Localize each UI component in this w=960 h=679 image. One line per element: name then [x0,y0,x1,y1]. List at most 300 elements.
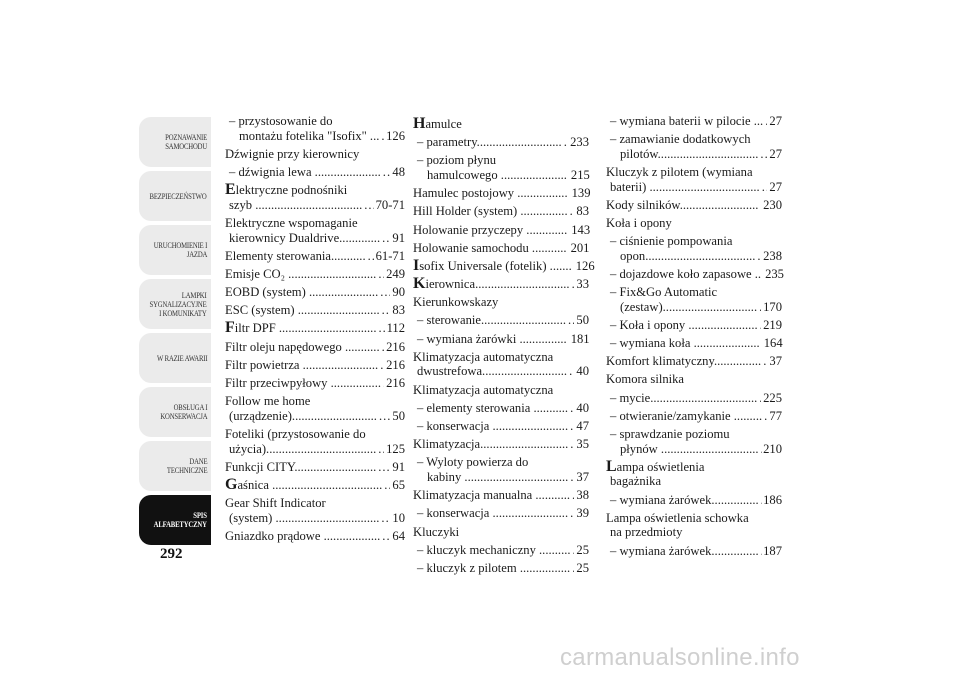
page-ref: 125 [386,441,405,456]
index-entry [413,135,589,150]
entry-heading [606,372,782,387]
page-ref: 139 [571,186,591,201]
entry-label: ampa oświetlenia [616,459,705,474]
index-entry [413,561,589,576]
index-entry [413,204,589,219]
dot-leader [570,419,574,434]
entry-label: Dźwignie przy kierownicy [225,146,360,161]
index-entry-line [606,249,782,264]
index-entry-line [225,475,405,493]
entry-label: (system) ................................. [229,510,380,525]
page-ref: 90 [392,285,405,300]
index-entry [225,114,405,143]
dot-leader [568,313,574,328]
index-entry [413,350,589,379]
dot-leader [759,391,761,406]
index-entry [606,114,782,129]
index-entry [606,457,782,489]
page-ref: 27 [769,146,782,161]
index-entry-line [606,267,782,282]
index-entry-line [225,303,405,318]
index-entry-line [225,529,405,544]
page-ref: 225 [763,390,782,405]
index-entry [413,455,589,484]
index-entry-line [225,231,405,246]
tab-spis-alfabetyczny[interactable]: SPIS ALFABETYCZNY [139,495,211,545]
entry-initial: E [225,181,236,199]
index-entry [225,529,405,544]
entry-label: – przystosowanie do [229,114,333,128]
index-entry-line [413,313,589,328]
index-entry-line [225,358,405,373]
index-entry-line [413,332,589,347]
entry-label: – mycie.................................. [610,390,758,405]
entry-label: – kluczyk z pilotem ................ [417,560,571,575]
index-entry [225,358,405,373]
entry-initial: F [225,319,235,337]
entry-text [417,561,570,576]
index-entry-line [225,376,405,391]
entry-text [620,249,755,264]
entry-label: pilotów................................ [620,146,759,161]
page-ref: 91 [392,230,405,245]
entry-label: – wymiana baterii w pilocie ... [610,114,764,128]
entry-text [413,256,572,274]
entry-label: – wymiana żarówek............... [610,543,759,558]
entry-label: Kluczyki [413,524,460,539]
entry-heading [413,295,589,310]
page-ref: 230 [763,197,782,212]
entry-label: iltr DPF ............................... [234,321,377,336]
entry-heading [413,455,589,470]
dot-leader [572,277,575,292]
index-entry-line [225,340,405,355]
page-ref: 83 [576,204,589,219]
page-ref: 233 [570,135,589,150]
entry-label: Kody silników......................... [606,197,759,212]
entry-label: Klimatyzacja automatyczna [413,349,554,364]
entry-text [417,313,566,328]
dot-leader [570,437,574,452]
index-entry [225,303,405,318]
page-ref: 215 [570,167,590,182]
index-entry [413,401,589,416]
dot-leader [384,478,390,493]
dot-leader [380,358,384,373]
tab-bezpieczenstwo[interactable]: BEZPIECZEŃSTWO [139,171,211,221]
entry-label: – elementy sterowania ........... [417,400,569,415]
entry-label: szyb .................................. [229,197,363,212]
index-entry-line [413,488,589,503]
entry-initial: L [606,457,617,475]
entry-text [417,506,568,521]
entry-text [225,460,376,475]
page-ref: 186 [763,492,782,507]
page-ref: 112 [386,321,405,336]
entry-label: – wymiana koła ..................... [610,336,760,351]
index-entry-line [413,256,595,274]
entry-label: Lampa oświetlenia schowka [606,510,749,525]
index-entry [413,488,589,503]
index-entry-line [225,267,405,282]
index-entry-line [606,114,782,129]
index-entry-line [413,168,589,183]
dot-leader [378,442,384,457]
index-entry [606,511,782,540]
dot-leader [381,129,384,144]
entry-text [620,147,758,162]
entry-label: Komora silnika [606,372,684,387]
entry-text [225,340,380,355]
entry-text [229,231,380,246]
dot-leader [570,401,574,416]
entry-heading [413,350,589,365]
index-entry [413,437,589,452]
entry-text [417,543,571,558]
entry-text [225,376,381,391]
index-entry-line [225,409,405,424]
dot-leader [764,409,767,424]
index-entry-line [606,180,782,195]
index-entry-line [606,336,782,351]
entry-text [610,544,759,559]
entry-initial: H [413,115,426,132]
index-entry [225,394,405,423]
dot-leader [364,198,373,213]
page-ref: 61-71 [375,248,405,263]
index-entry [225,376,405,391]
entry-label: Elektryczne wspomaganie [225,215,358,230]
entry-heading [413,525,589,540]
dot-leader [380,285,390,300]
entry-text [229,165,381,180]
dot-leader [759,300,761,315]
entry-label: użycia)................................... [229,441,377,456]
index-entry-line [413,186,589,201]
entry-heading [225,183,405,198]
entry-label: Holowanie samochodu ........... [413,240,567,255]
index-entry-line [413,561,589,576]
entry-text [610,267,761,282]
entry-text [417,364,567,379]
index-entry-line [606,544,782,559]
index-entry [413,186,589,201]
dot-leader [570,470,574,485]
dot-leader [573,543,575,558]
index-entry [606,544,782,559]
entry-text [413,241,567,256]
dot-leader [378,460,390,475]
entry-text [620,300,757,315]
page-ref: 50 [576,313,589,328]
entry-label: – parametry........................... [417,135,562,150]
index-entry-line [606,409,782,424]
index-column-2 [413,114,595,579]
page-ref: 39 [576,506,589,521]
index-entry [606,372,782,387]
index-entry-line [413,223,589,238]
entry-heading [413,383,589,398]
index-entry-line [225,129,405,144]
entry-text [610,391,757,406]
entry-text [225,358,378,373]
tab-lampki-sygnalizacyjne[interactable]: LAMPKI SYGNALIZACYJNE I KOMUNIKATY [139,279,211,329]
entry-label: Holowanie przyczepy ............. [413,222,568,237]
page-ref: 50 [392,408,405,423]
dot-leader [382,529,390,544]
index-entry-line [606,147,782,162]
entry-heading [606,474,782,489]
entry-label: sofix Universale (fotelik) ....... [419,258,572,273]
tab-w-razie-awarii[interactable]: W RAZIE AWARII [139,333,211,383]
index-entry-line [606,354,782,369]
index-entry-line [413,543,589,558]
entry-text [229,511,379,526]
dot-leader [572,561,574,576]
page-ref: 25 [576,542,589,557]
entry-label: Filtr powietrza ........................ [225,357,379,372]
dot-leader [572,488,574,503]
tab-dane-techniczne[interactable]: DANE TECHNICZNE [139,441,211,491]
entry-initial: I [413,256,420,274]
index-entry [413,277,589,292]
entry-text [610,336,760,351]
entry-text [417,401,568,416]
page-ref: 27 [769,114,782,128]
entry-text [225,475,383,493]
page-ref: 181 [570,331,590,346]
page-ref: 235 [765,266,784,281]
entry-label: (urządzenie)........................... [229,408,377,423]
entry-heading [606,165,782,180]
index-entry [413,525,589,540]
index-entry-line [413,135,589,150]
page-ref: 219 [763,317,782,332]
entry-text [413,204,568,219]
index-entry [225,216,405,245]
index-entry-line [606,198,782,213]
entry-label: – wymiana żarówek............... [610,492,759,507]
tab-poznawanie-samochodu[interactable]: POZNAWANIE SAMOCHODU [139,117,211,167]
page-ref: 10 [392,510,405,525]
page-ref: 170 [763,299,782,314]
page-ref: 25 [576,560,589,575]
index-entry-line [225,249,405,264]
page-ref: 40 [576,364,589,379]
entry-label: Klimatyzacja automatyczna [413,382,554,397]
index-entry [225,321,405,336]
index-entry-line [606,391,782,406]
page-ref: 238 [763,248,782,263]
entry-label: – otwieranie/zamykanie ......... [610,408,763,423]
page-ref: 143 [571,222,591,237]
page-ref: 37 [769,354,782,369]
entry-text [225,267,376,282]
entry-label: – konserwacja ........................ [417,419,569,433]
index-entry [606,493,782,508]
dot-leader [383,376,384,391]
entry-label: Elementy sterowania........... [225,248,366,263]
index-entry [413,383,589,398]
entry-heading [606,234,782,249]
entry-label: Gear Shift Indicator [225,496,326,511]
dot-leader [379,409,390,424]
index-entry [606,165,782,194]
index-entry-line [413,437,589,452]
entry-label: (zestaw).............................. [620,299,758,314]
index-entry [413,295,589,310]
dot-leader [760,318,761,333]
index-entry [606,234,782,263]
entry-text [610,493,759,508]
entry-label: Foteliki (przystosowanie do [225,427,366,441]
entry-label: Filtr oleju napędowego ........... [225,339,380,354]
entry-label: Filtr przeciwpyłowy ................ [225,376,382,391]
entry-heading [606,132,782,147]
index-entry-line [606,442,782,457]
entry-label: – dojazdowe koło zapasowe .. [610,266,762,281]
entry-label: – kluczyk mechaniczny .......... [417,542,571,557]
entry-label: ierownica.............................. [425,277,570,292]
entry-label: – Wyloty powierza do [417,455,529,470]
entry-text [229,409,377,424]
index-entry [413,153,589,182]
entry-label: lektryczne podnośniki [235,183,348,198]
index-entry [413,241,589,256]
dot-leader [761,442,762,457]
index-entry [225,460,405,475]
dot-leader [570,506,574,521]
entry-initial: K [413,275,426,293]
tab-uruchomienie-i-jazda[interactable]: URUCHOMIENIE I JAZDA [139,225,211,275]
entry-text [413,186,568,201]
index-entry-line [225,321,405,336]
entry-label: Klimatyzacja manualna ........... [413,488,571,503]
page-ref: 64 [392,528,405,543]
entry-text [239,129,379,144]
dot-leader [382,231,390,246]
index-entry [606,409,782,424]
entry-label: Gniazdko prądowe .................. [225,528,381,543]
entry-text [620,442,759,457]
entry-heading [606,427,782,442]
entry-label: Koła i opony [606,215,672,230]
dot-leader [569,364,574,379]
dot-leader [378,321,384,336]
entry-label: – sterowanie........................... [417,313,567,328]
entry-heading [225,114,405,129]
dot-leader [757,249,761,264]
index-column-3 [606,114,782,562]
entry-label: – Fix&Go Automatic [610,285,718,300]
dot-leader [760,198,761,213]
entry-text [229,442,376,457]
entry-text [413,223,567,238]
index-entry-line [413,241,589,256]
index-entry [606,216,782,231]
index-entry [413,332,589,347]
entry-label: – wymiana żarówki ............... [417,331,567,346]
page-ref: 187 [763,543,782,558]
entry-text [225,249,366,264]
entry-heading [413,117,589,132]
page-ref: 164 [763,336,783,351]
index-entry [225,183,405,212]
entry-label: aśnica ................................... [237,477,383,492]
entry-label: baterii) ................................... [610,179,760,194]
index-entry [606,267,782,282]
dot-leader [382,340,385,355]
entry-heading [225,147,405,162]
entry-label: EOBD (system) ...................... [225,285,379,300]
index-entry [413,223,589,238]
dot-leader [378,267,384,282]
dot-leader [763,354,767,369]
entry-text [427,168,567,183]
page-ref: 216 [386,376,405,391]
entry-label: – Koła i opony ...................... [610,317,758,332]
index-column-1 [225,114,405,547]
dot-leader [570,204,575,219]
entry-text [610,409,762,424]
entry-heading [606,511,782,526]
entry-text [417,135,562,150]
entry-label: bagażnika [610,474,662,489]
entry-text [225,321,376,336]
index-entry-line [225,198,405,213]
tab-obsluga-i-konserwacja[interactable]: OBSŁUGA I KONSERWACJA [139,387,211,437]
entry-label: dwustrefowa........................... [417,364,568,379]
entry-text [417,332,567,347]
index-entry-line [413,401,589,416]
entry-text [610,180,760,195]
entry-label: płynów ............................... [620,441,759,456]
page-ref: 27 [769,179,782,194]
page-ref: 216 [386,357,405,372]
page-ref: 91 [392,459,405,474]
entry-text [610,114,763,129]
entry-heading [225,427,405,442]
index-entry [606,427,782,456]
index-entry-line [413,364,589,379]
index-entry [225,496,405,525]
page-ref: 33 [576,277,589,292]
entry-label: opon................................... [620,248,756,263]
entry-label: kabiny ................................. [427,469,569,484]
page-ref: 70-71 [375,197,405,212]
entry-heading [606,525,782,540]
index-entry [225,427,405,456]
page-ref: 126 [575,258,595,273]
page-ref: 40 [576,400,589,415]
entry-label: – ciśnienie pompowania [610,234,733,249]
index-entry-line [225,285,405,300]
index-entry-line [413,419,589,434]
index-entry-line [225,460,405,475]
index-entry [413,543,589,558]
page-ref: 77 [769,408,782,423]
entry-heading [606,457,782,475]
entry-text [413,437,568,452]
entry-text [225,285,378,300]
entry-text [229,198,362,213]
entry-heading [413,153,589,168]
page-ref: 38 [576,488,589,503]
index-entry-line [413,506,589,521]
entry-text [606,354,761,369]
entry-text [606,198,758,213]
entry-heading [225,496,405,511]
